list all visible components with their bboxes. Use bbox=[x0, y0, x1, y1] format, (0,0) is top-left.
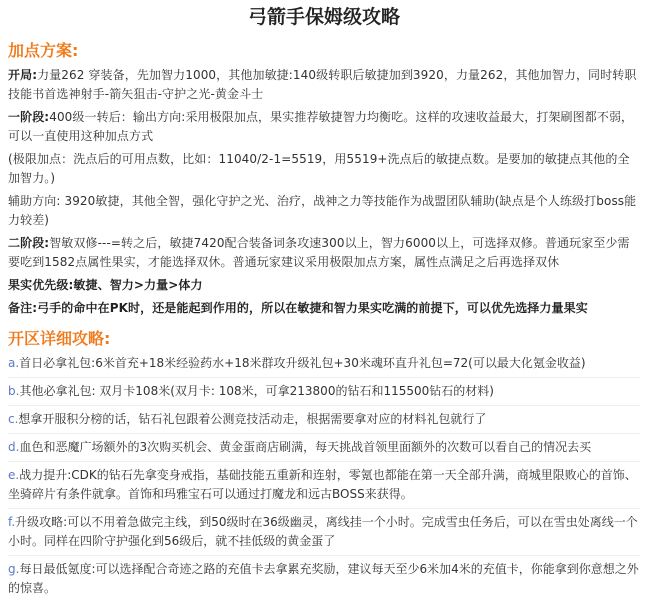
opening-paragraph bbox=[8, 66, 640, 104]
list-item bbox=[8, 466, 640, 504]
section-heading-points: 加点方案: bbox=[8, 41, 79, 60]
item-text: 升级攻略:可以不用着急做完主线，到50级时在36级幽灵，离线挂一个小时。完成雪虫任务后，可以在雪虫处离线一个小时。同样在四阶守护强化到56级后，就不挂低级的黄金蛋了 bbox=[8, 515, 638, 548]
opening-text: 力量262 穿装备，先加智力1000，其他加敏捷:140级转职后敏捷加到3920，力量262，其他加智力，同时转职技能书首选神射手-箭矢狙击-守护之光-黄金斗士 bbox=[8, 68, 637, 101]
remark-paragraph: 备注:弓手的命中在PK时，还是能起到作用的，所以在敏捷和智力果实吃满的前提下，可以优先选择力量果实 bbox=[8, 301, 588, 315]
item-text: 血色和恶魔广场额外的3次购买机会、黄金蛋商店刷满，每天挑战首领里面额外的次数可以看自己的情况去买 bbox=[19, 440, 592, 454]
limit-note-paragraph: (极限加点：洗点后的可用点数，比如：11040/2-1=5519，用5519+洗点后的敏捷点数。是要加的敏捷点其他的全加智力。) bbox=[8, 152, 630, 185]
list-item bbox=[8, 354, 640, 373]
divider bbox=[8, 508, 640, 509]
page-title: 弓箭手保姆级攻略 bbox=[247, 6, 400, 28]
divider bbox=[8, 461, 640, 462]
divider bbox=[8, 377, 640, 378]
divider bbox=[8, 405, 640, 406]
item-prefix: g. bbox=[8, 562, 20, 576]
item-prefix: f. bbox=[8, 515, 16, 529]
stage1-text: 400级一转后：输出方向:采用极限加点，果实推荐敏捷智力均衡吃。这样的攻速收益最大，打架刷图都不弱，可以一直使用这种加点方式 bbox=[8, 110, 634, 143]
item-prefix: a. bbox=[8, 356, 20, 370]
stage2-paragraph bbox=[8, 234, 640, 272]
divider bbox=[8, 433, 640, 434]
list-item bbox=[8, 382, 640, 401]
item-prefix: c. bbox=[8, 412, 19, 426]
support-paragraph: 辅助方向: 3920敏捷，其他全智，强化守护之光、治疗，战神之力等技能作为战盟团队辅助(缺点是个人练级打boss能力较差) bbox=[8, 194, 637, 227]
opening-lead: 开局: bbox=[8, 68, 38, 82]
item-text: 想拿开服积分榜的话，钻石礼包跟着公测竞技活动走，根据需要拿对应的材料礼包就行了 bbox=[18, 412, 487, 426]
stage2-lead: 二阶段: bbox=[8, 236, 50, 250]
list-item bbox=[8, 438, 640, 457]
list-item bbox=[8, 560, 640, 598]
stage1-paragraph bbox=[8, 108, 640, 146]
item-text: 战力提升:CDK的钻石先拿变身戒指，基础技能五重新和连射，零氪也都能在第一天全部升满，商城里限败心的首饰、坐骑碎片有条件就拿。首饰和玛雅宝石可以通过打魔龙和远古BOSS来获得。 bbox=[8, 468, 637, 501]
item-prefix: e. bbox=[8, 468, 20, 482]
item-prefix: b. bbox=[8, 384, 20, 398]
stage2-text: 智敏双修---=转之后，敏捷7420配合装备词条攻速300以上，智力6000以上，可选择双修。普通玩家至少需要吃到1582点属性果实，才能选择双休。普通玩家建议采用极限加点方案，属性点满足之后再选择双休 bbox=[8, 236, 630, 269]
list-item bbox=[8, 410, 640, 429]
item-text: 其他必拿礼包: 双月卡108米(双月卡: 108米，可拿213800的钻石和115500钻石的材料) bbox=[19, 384, 494, 398]
stage1-lead: 一阶段: bbox=[8, 110, 50, 124]
divider bbox=[8, 555, 640, 556]
section-heading-server-guide: 开区详细攻略: bbox=[8, 329, 111, 348]
item-text: 每日最低氪度:可以选择配合奇迹之路的充值卡去拿累充奖励，建议每天至少6米加4米的充值卡，你能拿到你意想之外的惊喜。 bbox=[8, 562, 639, 595]
list-item bbox=[8, 513, 640, 551]
fruit-priority-paragraph: 果实优先级:敏捷、智力>力量>体力 bbox=[8, 278, 203, 292]
item-text: 首日必拿礼包:6米首充+18米经验药水+18米群攻升级礼包+30米魂环直升礼包=72(可以最大化氪金收益) bbox=[19, 356, 586, 370]
item-prefix: d. bbox=[8, 440, 20, 454]
